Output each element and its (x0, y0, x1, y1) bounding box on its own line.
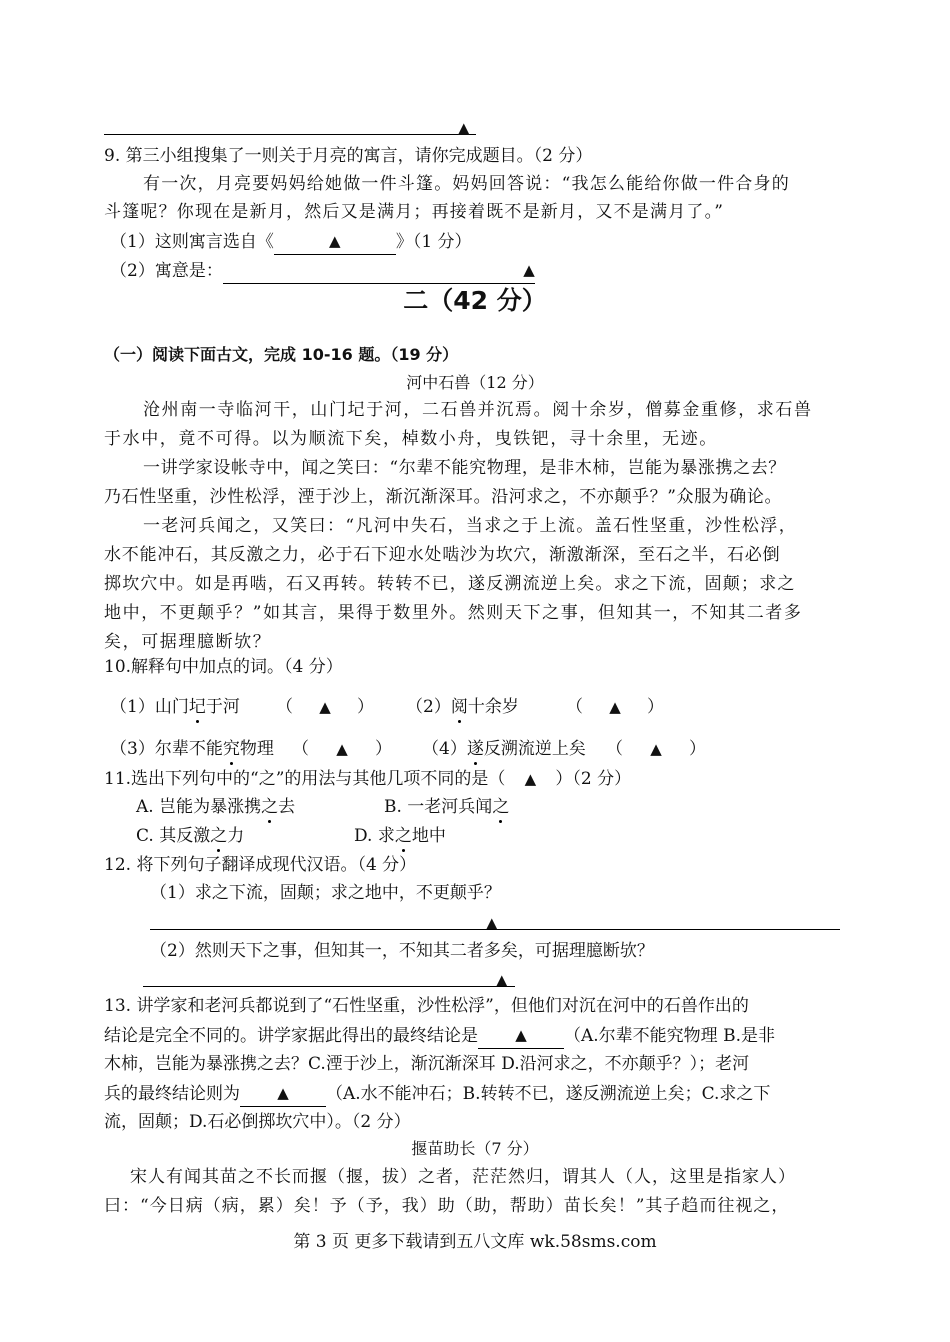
q13-blank-2[interactable] (240, 1080, 326, 1107)
dotted-word: 之 (492, 794, 509, 820)
answer-mark: ▲ (319, 698, 331, 716)
q9-story-line-2: 斗篷呢？你现在是新月，然后又是满月；再接着既不是新月，又不是满月了。” (104, 202, 725, 222)
answer-mark: ▲ (515, 1026, 527, 1044)
q9-story-line-1: 有一次，月亮要妈妈给她做一件斗篷。妈妈回答说：“我怎么能给你做一件合身的 (143, 174, 790, 194)
answer-mark: ▲ (609, 698, 621, 716)
part1-title: 河中石兽（12 分） (406, 373, 544, 392)
answer-line[interactable] (104, 134, 476, 135)
paren: （ (276, 697, 293, 717)
q12-sentence-1: （1）求之下流，固颠；求之地中，不更颠乎？ (150, 883, 501, 903)
page-footer: 第 3 页 更多下载请到五八文库 wk.58sms.com (293, 1232, 657, 1252)
q10-item-2 (406, 694, 519, 720)
q9-part-2-prefix: （2）寓意是： (110, 261, 223, 281)
passage-line: 于水中，竟不可得。以为顺流下矣，棹数小舟，曳铁钯，寻十余里，无迹。 (104, 429, 718, 449)
dotted-word: 之 (261, 794, 278, 820)
answer-mark: ▲ (458, 119, 470, 137)
q13-line: 木柿，岂能为暴涨携之去？C.湮于沙上，渐沉渐深耳 D.沿河求之，不亦颠乎？）；老河 (104, 1054, 750, 1074)
q13-line: 13. 讲学家和老河兵都说到了“石性坚重，沙性松浮”，但他们对沉在河中的石兽作出的 (104, 996, 749, 1016)
q9-part-1 (110, 228, 472, 255)
q10-text: 十余岁 (467, 697, 519, 717)
q10-item-3 (110, 736, 274, 762)
q13-text: 兵的最终结论则为 (104, 1084, 240, 1104)
q11-option-d[interactable] (354, 823, 446, 849)
q11-option-a[interactable] (136, 794, 295, 820)
q13-text: （A.水不能冲石；B.转转不已，遂反溯流逆上矣；C.求之下 (326, 1084, 771, 1104)
q11-option-b[interactable] (384, 794, 509, 820)
passage-line: 水不能冲石，其反激之力，必于石下迎水处啮沙为坎穴，渐激渐深，至石之半，石必倒 (104, 545, 781, 565)
option-text: 去 (278, 797, 296, 817)
q10-item-4 (422, 736, 586, 762)
q10-text: （1）山门 (110, 697, 189, 717)
paren: （ (606, 739, 623, 759)
q10-text: 于河 (205, 697, 240, 717)
dotted-word: 圮 (189, 694, 206, 720)
q12-sentence-2: （2）然则天下之事，但知其一，不知其二者多矣，可据理臆断欤？ (150, 941, 654, 961)
answer-mark: ▲ (523, 261, 535, 279)
option-text: A. 岂能为暴涨携 (136, 797, 262, 817)
q9-part-1-prefix: （1）这则寓言选自《 (110, 232, 274, 252)
paren: ） (647, 697, 664, 717)
q13-line: 流，固颠；D.石必倒掷坎穴中）。（2 分） (104, 1112, 411, 1132)
q10-item-1 (110, 694, 240, 720)
paren: （ (292, 739, 309, 759)
answer-mark: ▲ (496, 971, 508, 989)
answer-mark: ▲ (336, 740, 348, 758)
dotted-word: 之 (210, 823, 227, 849)
passage-line: 一老河兵闻之，又笑曰：“凡河中失石，当求之于上流。盖石性坚重，沙性松浮， (143, 516, 798, 536)
q10-stem: 10.解释句中加点的词。（4 分） (104, 657, 343, 677)
passage-line: 矣，可据理臆断欤？ (104, 632, 272, 652)
section-title: 二（42 分） (403, 286, 547, 315)
passage-line: 掷坎穴中。如是再啮，石又再转。转转不已，遂反溯流逆上矣。求之下流，固颠；求之 (104, 574, 796, 594)
option-text: B. 一老河兵闻 (384, 797, 493, 817)
option-text: 力 (227, 826, 245, 846)
answer-mark: ▲ (277, 1084, 289, 1102)
passage-line: 宋人有闻其苗之不长而揠（揠，拔）之者，茫茫然归，谓其人（人，这里是指家人） (130, 1167, 796, 1187)
q9-stem: 9. 第三小组搜集了一则关于月亮的寓言，请你完成题目。（2 分） (104, 146, 593, 166)
part2-title: 揠苗助长（7 分） (411, 1139, 539, 1158)
paren: ） (375, 739, 392, 759)
q13-text: （A.尔辈不能究物理 B.是非 (564, 1026, 775, 1046)
q12-stem: 12. 将下列句子翻译成现代汉语。（4 分） (104, 855, 417, 875)
q11-text: 11.选出下列句中的“之”的用法与其他几项不同的是（ (104, 769, 506, 789)
q9-part-1-suffix: 》（1 分） (395, 232, 472, 252)
part1-heading: （一）阅读下面古文，完成 10-16 题。（19 分） (104, 345, 459, 364)
passage-line: 沧州南一寺临河干，山门圮于河，二石兽并沉焉。阅十余岁，僧募金重修，求石兽 (143, 400, 813, 420)
answer-mark: ▲ (486, 914, 498, 932)
q10-text: （4） (422, 739, 467, 759)
dotted-word: 究 (223, 736, 240, 762)
option-text: C. 其反激 (136, 826, 211, 846)
answer-line[interactable] (143, 986, 515, 987)
q10-text: （3）尔辈不能 (110, 739, 223, 759)
q10-blank-1[interactable] (276, 694, 374, 720)
option-text: 地中 (411, 826, 446, 846)
paren: ） (357, 697, 374, 717)
passage-line: 一讲学家设帐寺中，闻之笑曰：“尔辈不能究物理，是非木柿，岂能为暴涨携之去？ (143, 458, 786, 478)
q11-stem (104, 766, 631, 792)
answer-line[interactable] (150, 929, 840, 930)
passage-line: 曰：“今日病（病，累）矣！予（予，我）助（助，帮助）苗长矣！”其子趋而往视之， (104, 1196, 790, 1216)
passage-line: 地中，不更颠乎？”如其言，果得于数里外。然则天下之事，但知其一，不知其二者多 (104, 603, 803, 623)
q13-line (104, 1022, 775, 1049)
answer-mark[interactable]: ▲ (524, 770, 537, 788)
answer-mark: ▲ (329, 232, 341, 250)
passage-line: 乃石性坚重，沙性松浮，湮于沙上，渐沉渐深耳。沿河求之，不亦颠乎？”众服为确论。 (104, 487, 783, 507)
paren: （ (566, 697, 583, 717)
q9-blank-1[interactable] (274, 228, 396, 255)
q13-line (104, 1080, 770, 1107)
dotted-word: 阅 (451, 694, 468, 720)
paren: ） (689, 739, 706, 759)
q13-blank-1[interactable] (478, 1022, 564, 1049)
q9-blank-2[interactable] (223, 257, 535, 284)
q10-blank-3[interactable] (292, 736, 392, 762)
answer-mark: ▲ (650, 740, 662, 758)
dotted-word: 遂 (467, 736, 484, 762)
q10-text: 反溯流逆上矣 (483, 739, 586, 759)
q11-option-c[interactable] (136, 823, 244, 849)
q10-blank-4[interactable] (606, 736, 706, 762)
q10-text: 物理 (239, 739, 274, 759)
q10-blank-2[interactable] (566, 694, 664, 720)
option-text: D. 求 (354, 826, 395, 846)
dotted-word: 之 (395, 823, 412, 849)
q9-part-2 (110, 257, 535, 284)
q13-text: 结论是完全不同的。讲学家据此得出的最终结论是 (104, 1026, 478, 1046)
q11-text: ）（2 分） (555, 769, 632, 789)
q10-text: （2） (406, 697, 451, 717)
